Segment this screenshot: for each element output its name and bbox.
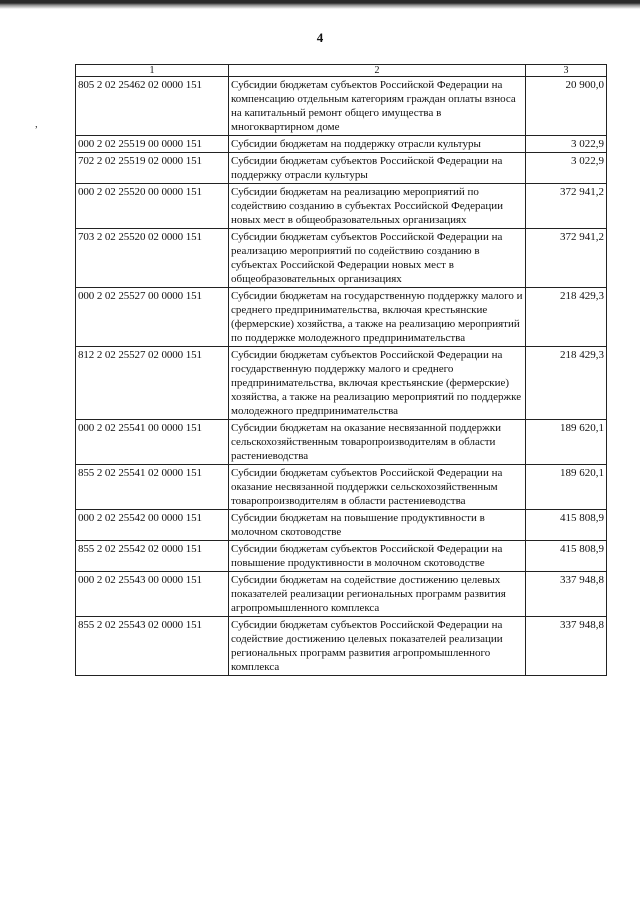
budget-code-cell: 000 2 02 25520 00 0000 151 [76, 184, 229, 229]
description-cell: Субсидии бюджетам субъектов Российской Федерации на оказание несвязанной поддержки сельскохозяйственным товаропроизводителям в области растениеводства [229, 465, 526, 510]
description-cell: Субсидии бюджетам субъектов Российской Федерации на реализацию мероприятий по содействию созданию в субъектах Российской Федерации новых мест в общеобразовательных организациях [229, 229, 526, 288]
column-header-description: 2 [229, 65, 526, 77]
stray-mark: , [35, 118, 38, 130]
column-header-code: 1 [76, 65, 229, 77]
page-number: 4 [316, 30, 324, 45]
amount-cell: 415 808,9 [526, 510, 607, 541]
description-cell: Субсидии бюджетам на реализацию мероприятий по содействию созданию в субъектах Российской Федерации новых мест в общеобразовательных организациях [229, 184, 526, 229]
amount-cell: 218 429,3 [526, 288, 607, 347]
description-cell: Субсидии бюджетам субъектов Российской Федерации на компенсацию отдельным категориям граждан оплаты взноса на капитальный ремонт общего имущества в многоквартирном доме [229, 77, 526, 136]
description-cell: Субсидии бюджетам на поддержку отрасли культуры [229, 136, 526, 153]
header-row [76, 65, 607, 77]
budget-code-cell: 855 2 02 25541 02 0000 151 [76, 465, 229, 510]
description-cell: Субсидии бюджетам субъектов Российской Федерации на государственную поддержку малого и среднего предпринимательства, включая крестьянские (фермерские) хозяйства, а также на реализацию мероприятий по поддержке молодежного предпринимательства [229, 347, 526, 420]
budget-code-cell: 855 2 02 25543 02 0000 151 [76, 617, 229, 676]
description-cell: Субсидии бюджетам субъектов Российской Федерации на поддержку отрасли культуры [229, 153, 526, 184]
table-row [76, 465, 607, 510]
table-row [76, 288, 607, 347]
budget-code-cell: 000 2 02 25527 00 0000 151 [76, 288, 229, 347]
budget-code-cell: 000 2 02 25542 00 0000 151 [76, 510, 229, 541]
table-row [76, 347, 607, 420]
amount-cell: 372 941,2 [526, 184, 607, 229]
budget-code-cell: 000 2 02 25541 00 0000 151 [76, 420, 229, 465]
table-row [76, 184, 607, 229]
budget-code-cell: 703 2 02 25520 02 0000 151 [76, 229, 229, 288]
description-cell: Субсидии бюджетам на оказание несвязанной поддержки сельскохозяйственным товаропроизводителям в области растениеводства [229, 420, 526, 465]
table-row [76, 617, 607, 676]
column-header-amount: 3 [526, 65, 607, 77]
amount-cell: 372 941,2 [526, 229, 607, 288]
amount-cell: 3 022,9 [526, 153, 607, 184]
top-scan-border [0, 0, 640, 10]
table-row [76, 153, 607, 184]
amount-cell: 20 900,0 [526, 77, 607, 136]
budget-code-cell: 000 2 02 25519 00 0000 151 [76, 136, 229, 153]
description-cell: Субсидии бюджетам на повышение продуктивности в молочном скотоводстве [229, 510, 526, 541]
table-row [76, 136, 607, 153]
table-row [76, 77, 607, 136]
budget-code-cell: 805 2 02 25462 02 0000 151 [76, 77, 229, 136]
table-row [76, 510, 607, 541]
table-row [76, 541, 607, 572]
budget-code-cell: 000 2 02 25543 00 0000 151 [76, 572, 229, 617]
description-cell: Субсидии бюджетам на содействие достижению целевых показателей реализации региональных программ развития агропромышленного комплекса [229, 572, 526, 617]
description-cell: Субсидии бюджетам субъектов Российской Федерации на содействие достижению целевых показателей реализации региональных программ развития агропромышленного комплекса [229, 617, 526, 676]
amount-cell: 3 022,9 [526, 136, 607, 153]
table-row [76, 572, 607, 617]
description-cell: Субсидии бюджетам субъектов Российской Федерации на повышение продуктивности в молочном скотоводстве [229, 541, 526, 572]
budget-code-cell: 812 2 02 25527 02 0000 151 [76, 347, 229, 420]
amount-cell: 337 948,8 [526, 572, 607, 617]
budget-table [75, 64, 607, 676]
amount-cell: 189 620,1 [526, 465, 607, 510]
table-row [76, 420, 607, 465]
budget-code-cell: 855 2 02 25542 02 0000 151 [76, 541, 229, 572]
table-row [76, 229, 607, 288]
amount-cell: 218 429,3 [526, 347, 607, 420]
amount-cell: 415 808,9 [526, 541, 607, 572]
amount-cell: 337 948,8 [526, 617, 607, 676]
amount-cell: 189 620,1 [526, 420, 607, 465]
budget-code-cell: 702 2 02 25519 02 0000 151 [76, 153, 229, 184]
description-cell: Субсидии бюджетам на государственную поддержку малого и среднего предпринимательства, включая крестьянские (фермерские) хозяйства, а также на реализацию мероприятий по поддержке молодежного предпринимательства [229, 288, 526, 347]
